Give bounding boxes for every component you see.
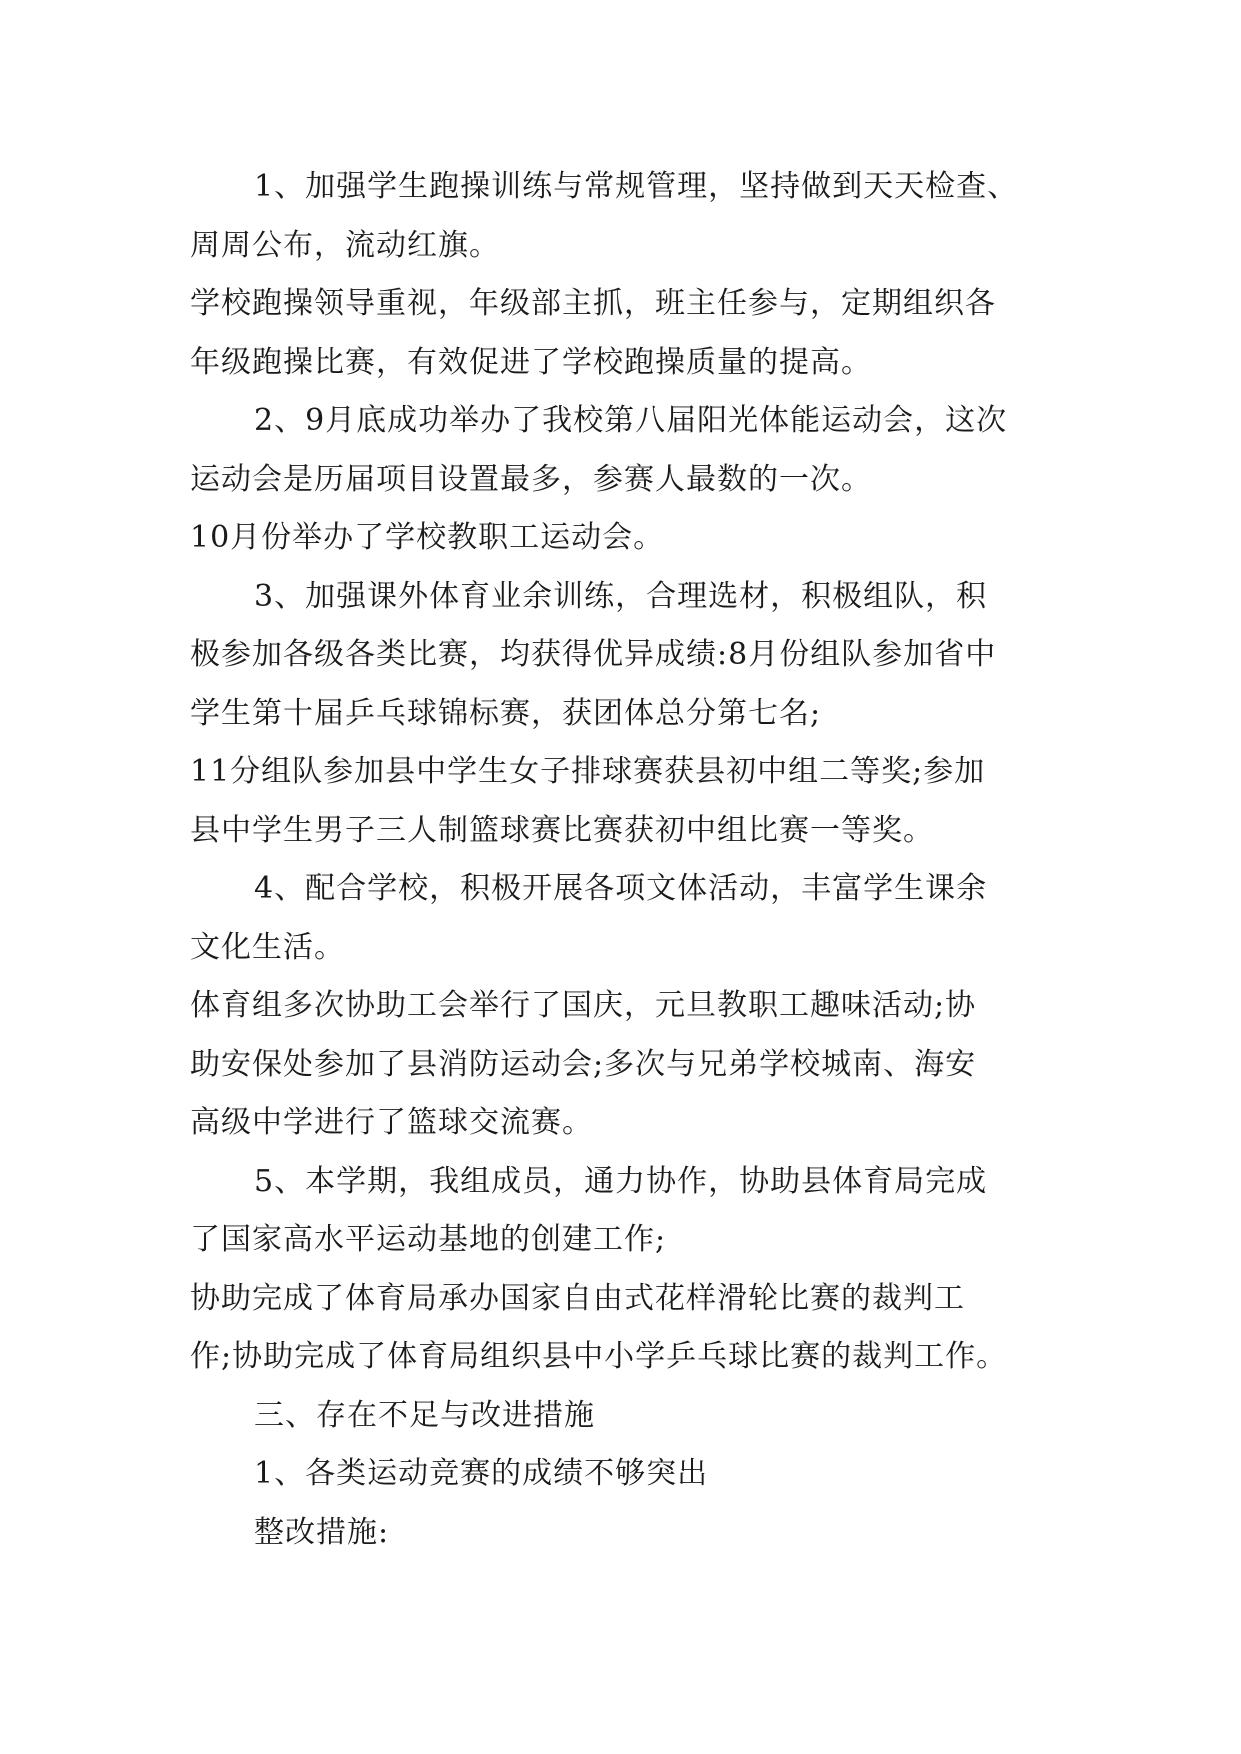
paragraph-line: 助安保处参加了县消防运动会;多次与兄弟学校城南、海安 bbox=[190, 1046, 977, 1082]
paragraph-line: 5、本学期，我组成员，通力协作，协助县体育局完成 bbox=[254, 1163, 988, 1199]
paragraph-line: 1、各类运动竞赛的成绩不够突出 bbox=[254, 1456, 709, 1491]
paragraph-line: 1、加强学生跑操训练与常规管理，坚持做到天天检查、 bbox=[254, 169, 1019, 204]
paragraph-line: 11分组队参加县中学生女子排球赛获县初中组二等奖;参加 bbox=[190, 754, 986, 789]
paragraph-line: 高级中学进行了篮球交流赛。 bbox=[190, 1105, 593, 1140]
document-body bbox=[190, 158, 1070, 1562]
paragraph-line: 县中学生男子三人制篮球赛比赛获初中组比赛一等奖。 bbox=[190, 812, 934, 848]
section-heading: 三、存在不足与改进措施 bbox=[254, 1397, 595, 1433]
paragraph-line: 作;协助完成了体育局组织县中小学乒乓球比赛的裁判工作。 bbox=[190, 1339, 1008, 1374]
paragraph-line: 年级跑操比赛，有效促进了学校跑操质量的提高。 bbox=[190, 344, 872, 380]
paragraph-line: 4、配合学校，积极开展各项文体活动，丰富学生课余 bbox=[254, 871, 988, 906]
paragraph-line: 运动会是历届项目设置最多，参赛人最数的一次。 bbox=[190, 461, 872, 497]
paragraph-line: 学校跑操领导重视，年级部主抓，班主任参与，定期组织各 bbox=[190, 286, 996, 321]
paragraph-line: 整改措施: bbox=[254, 1514, 390, 1550]
paragraph-line: 文化生活。 bbox=[190, 929, 345, 965]
paragraph-line: 体育组多次协助工会举行了国庆，元旦教职工趣味活动;协 bbox=[190, 988, 977, 1023]
paragraph-line: 协助完成了体育局承办国家自由式花样滑轮比赛的裁判工 bbox=[190, 1280, 965, 1316]
paragraph-line: 2、9月底成功举办了我校第八届阳光体能运动会，这次 bbox=[254, 403, 1008, 438]
paragraph-line: 周周公布，流动红旗。 bbox=[190, 227, 500, 263]
paragraph-line: 3、加强课外体育业余训练，合理选材，积极组队，积 bbox=[254, 578, 988, 614]
paragraph-line: 极参加各级各类比赛，均获得优异成绩:8月份组队参加省中 bbox=[190, 637, 997, 672]
paragraph-line: 学生第十届乒乓球锦标赛，获团体总分第七名; bbox=[190, 695, 822, 731]
paragraph-line: 了国家高水平运动基地的创建工作; bbox=[190, 1222, 667, 1257]
paragraph-line: 10月份举办了学校教职工运动会。 bbox=[190, 520, 665, 555]
